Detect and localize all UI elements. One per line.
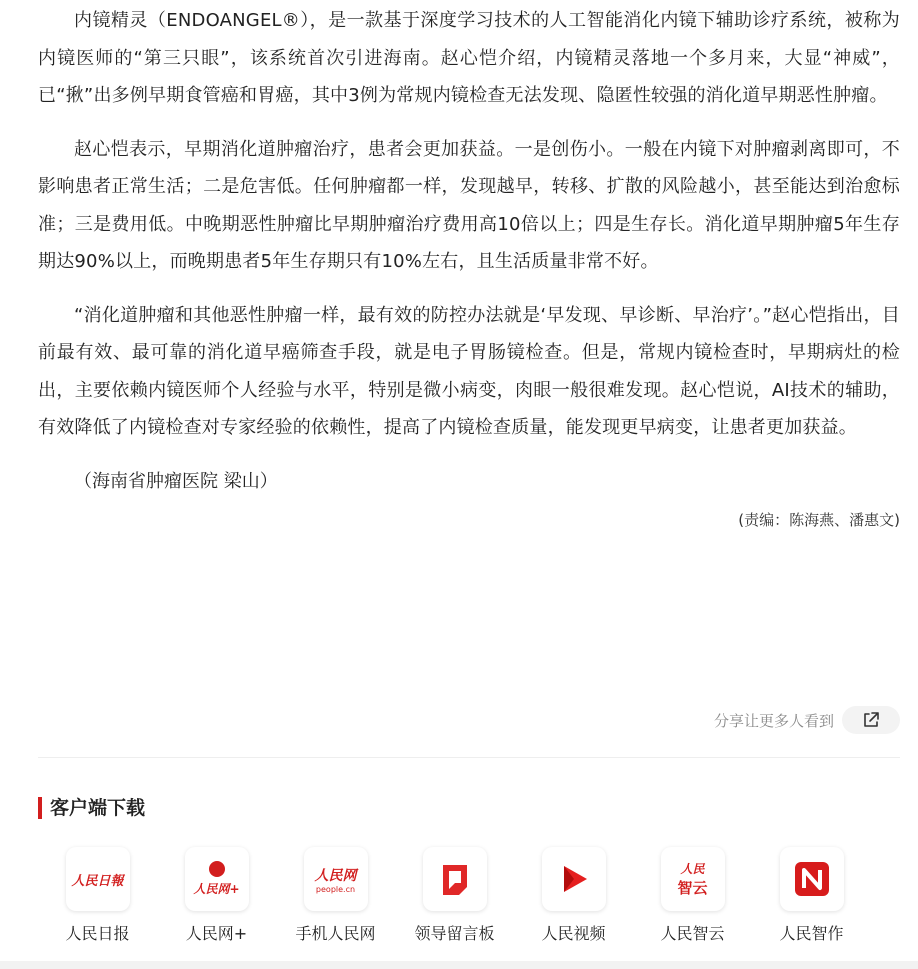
app-icon-lettering: 智云 xyxy=(677,879,708,897)
play-icon xyxy=(556,861,592,897)
people-zhiyun-logo-icon: 人民 智云 xyxy=(661,847,725,911)
zhizuo-n-icon xyxy=(792,859,832,899)
app-item-people-zhiyun[interactable] xyxy=(633,847,752,944)
share-row xyxy=(714,706,900,734)
app-item-mobile-people-net[interactable] xyxy=(276,847,395,944)
article-paragraph: 内镜精灵（ENDOANGEL®），是一款基于深度学习技术的人工智能消化内镜下辅助诊疗系统，被称为内镜医师的“第三只眼”，该系统首次引进海南。赵心恺介绍，内镜精灵落地一个多月来，大显“神威”，已“揪”出多例早期食管癌和胃癌，其中3例为常规内镜检查无法发现、隐匿性较强的消化道早期恶性肿瘤。 xyxy=(38,10,900,106)
article-paragraph: 赵心恺表示，早期消化道肿瘤治疗，患者会更加获益。一是创伤小。一般在内镜下对肿瘤剥离即可，不影响患者正常生活；二是危害低。任何肿瘤都一样，发现越早，转移、扩散的风险越小，甚至能达到治愈标准；三是费用低。中晚期恶性肿瘤比早期肿瘤治疗费用高10倍以上；四是生存长。消化道早期肿瘤5年生存期达90%以上，而晚期患者5年生存期只有10%左右，且生活质量非常不好。 xyxy=(38,138,900,272)
article-source: （海南省肿瘤医院 梁山） xyxy=(74,470,278,492)
download-section-title: 客户端下载 xyxy=(38,797,145,819)
share-icon xyxy=(862,711,880,729)
app-label: 人民日报 xyxy=(65,924,130,943)
people-net-plus-logo-icon xyxy=(185,847,249,911)
people-daily-logo-icon xyxy=(66,847,130,911)
article-paragraph: “消化道肿瘤和其他恶性肿瘤一样，最有效的防控办法就是‘早发现、早诊断、早治疗’。”赵心恺指出，目前最有效、最可靠的消化道早癌筛查手段，就是电子胃肠镜检查。但是，常规内镜检查时，早期病灶的检出，主要依赖内镜医师个人经验与水平，特别是微小病变，肉眼一般很难发现。赵心恺说，AI技术的辅助，有效降低了内镜检查对专家经验的依赖性，提高了内镜检查质量，能发现更早病变，让患者更加获益。 xyxy=(38,304,900,438)
share-button[interactable] xyxy=(842,706,900,734)
article-body xyxy=(38,0,900,943)
app-label: 人民智作 xyxy=(779,924,844,943)
people-zhizuo-logo-icon xyxy=(780,847,844,911)
app-item-people-daily[interactable] xyxy=(38,847,157,944)
app-item-people-net-plus[interactable] xyxy=(157,847,276,944)
app-label: 人民智云 xyxy=(660,924,725,943)
message-board-icon xyxy=(437,861,473,897)
share-text: 分享让更多人看到 xyxy=(713,711,834,730)
app-label: 手机人民网 xyxy=(295,924,376,943)
app-item-leader-message-board[interactable] xyxy=(395,847,514,944)
app-item-people-video[interactable] xyxy=(514,847,633,944)
app-download-list xyxy=(38,847,871,944)
app-item-people-zhizuo[interactable] xyxy=(752,847,871,944)
page-bottom-bar xyxy=(0,961,918,969)
leader-message-board-logo-icon xyxy=(423,847,487,911)
mobile-people-net-logo-icon: 人民网 people.cn xyxy=(304,847,368,911)
section-divider xyxy=(38,757,900,758)
app-label: 人民网+ xyxy=(185,924,248,943)
people-video-logo-icon xyxy=(542,847,606,911)
app-label: 人民视频 xyxy=(541,924,606,943)
app-icon-lettering: 人民日報 xyxy=(71,873,124,889)
app-icon-lettering: 人民网+ xyxy=(193,882,240,896)
app-icon-lettering: 人民网 xyxy=(314,867,357,884)
article-editor: (责编：陈海燕、潘惠文) xyxy=(738,511,900,529)
app-label: 领导留言板 xyxy=(414,924,495,943)
